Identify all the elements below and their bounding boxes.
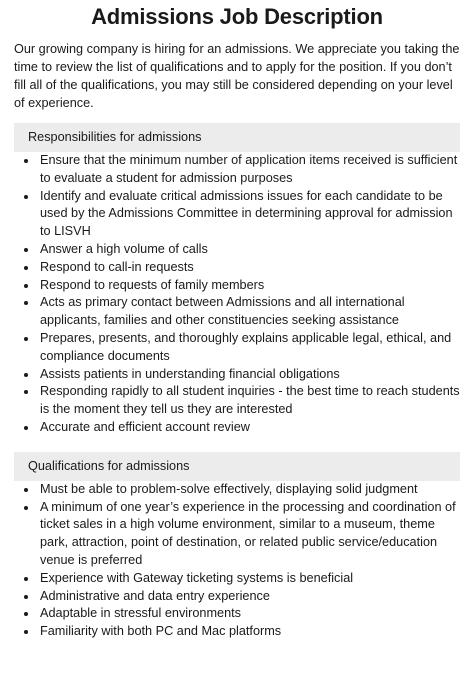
list-item: Adaptable in stressful environments [40,605,460,623]
list-item: Experience with Gateway ticketing systems is beneficial [40,570,460,588]
list-item: Acts as primary contact between Admissions and all international applicants, families and other constituencies seeking assistance [40,294,460,330]
qualifications-list [14,481,460,641]
list-item: A minimum of one year’s experience in the processing and coordination of ticket sales in a high volume environment, similar to a museum, theme park, attraction, point of destination, or related public service/education venue is preferred [40,499,460,570]
qualifications-heading: Qualifications for admissions [14,452,460,481]
responsibilities-heading: Responsibilities for admissions [14,123,460,152]
responsibilities-list [14,152,460,437]
list-item: Identify and evaluate critical admissions issues for each candidate to be used by the Admissions Committee in determining approval for admission to LISVH [40,188,460,241]
list-item: Answer a high volume of calls [40,241,460,259]
list-item: Administrative and data entry experience [40,588,460,606]
list-item: Familiarity with both PC and Mac platforms [40,623,460,641]
list-item: Respond to requests of family members [40,277,460,295]
list-item: Prepares, presents, and thoroughly explains applicable legal, ethical, and compliance documents [40,330,460,366]
intro-paragraph: Our growing company is hiring for an admissions. We appreciate you taking the time to review the list of qualifications and to apply for the position. If you don’t fill all of the qualifications, you may still be considered depending on your level of experience. [14,42,460,110]
list-item: Assists patients in understanding financial obligations [40,366,460,384]
list-item: Must be able to problem-solve effectively, displaying solid judgment [40,481,460,499]
page-title: Admissions Job Description [91,4,383,29]
list-item: Accurate and efficient account review [40,419,460,437]
list-item: Ensure that the minimum number of application items received is sufficient to evaluate a student for admission purposes [40,152,460,188]
list-item: Respond to call-in requests [40,259,460,277]
list-item: Responding rapidly to all student inquiries - the best time to reach students is the moment they tell us they are interested [40,383,460,419]
